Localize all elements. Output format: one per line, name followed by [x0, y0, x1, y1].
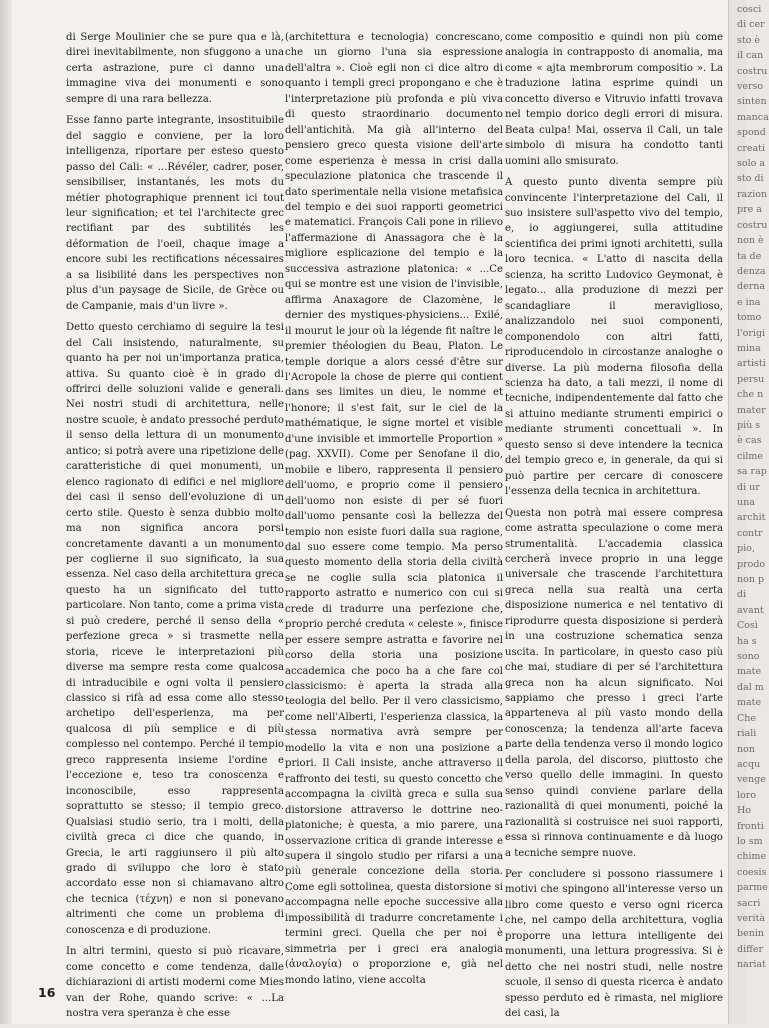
- edge-fragment: è cas: [737, 435, 762, 447]
- paragraph: come compositio e quindi non più come analogia in contrapposto di anomalia, ma come « ajta membrorum compositio ». La traduzione latina esprime quindi un concetto diverso e Vitruvio infatti trovava nel tempio dorico degli errori di misura. Beata culpa! Mai, osserva il Cali, un tale simbolo di misura ha condotto tanti uomini allo smisurato.: [505, 32, 723, 167]
- edge-fragment: sto di: [737, 173, 764, 185]
- edge-fragment: ha s: [737, 635, 757, 647]
- edge-fragment: costru: [737, 219, 768, 231]
- edge-fragment: verso: [737, 81, 764, 93]
- edge-fragment: più s: [737, 419, 761, 431]
- edge-fragment: coesis: [737, 866, 767, 878]
- text-column-2: [285, 30, 503, 994]
- edge-fragment: sa rap: [737, 466, 767, 478]
- text-column-3: [505, 30, 723, 1028]
- edge-fragment: mater: [737, 404, 766, 416]
- edge-fragment: ta de: [737, 250, 762, 262]
- edge-fragment: Così: [737, 620, 758, 632]
- edge-fragment: sto è: [737, 34, 761, 46]
- edge-fragment: fronti: [737, 820, 764, 832]
- edge-fragment: mate: [737, 666, 762, 678]
- edge-fragment: mina: [737, 342, 761, 354]
- edge-fragment: chime: [737, 851, 767, 863]
- paragraph: A questo punto diventa sempre più convincente l'interpretazione del Cali, il suo insistere sull'aspetto vivo del tempio, e, io aggiungerei, sulla attitudine scientifica dei primi ignoti architetti, sulla loro tecnica. « L'atto di nascita della scienza, ha scritto Ludovico Geymonat, è legato... alla produzione di mezzi per scandagliare il meraviglioso, analizzandolo nei suoi componenti, componendolo con altri fatti, riproducendolo in circostanze analoghe o diverse. La più moderna filosofia della scienza ha dato, a tali mezzi, il nome di tecniche, indipendentemente dal fatto che si attuino mediante strumenti empirici o mediante strumenti concettuali ». In questo senso si deve intendere la tecnica del tempio greco e, in generale, da qui si può partire per cercare di conoscere l'essenza della tecnica in architettura.: [505, 177, 723, 498]
- edge-fragment: mate: [737, 697, 762, 709]
- edge-fragment: denza: [737, 265, 766, 277]
- edge-fragment: venge: [737, 774, 766, 786]
- edge-fragment: sono: [737, 651, 760, 663]
- edge-fragment: nariat: [737, 959, 766, 971]
- edge-fragment: sinten: [737, 96, 767, 108]
- edge-fragment: non è: [737, 235, 764, 247]
- edge-fragment: prodo: [737, 558, 766, 570]
- next-page-edge: [728, 0, 769, 1024]
- text-column-1: [66, 30, 284, 1028]
- edge-fragment: riali: [737, 728, 757, 740]
- paragraph: In altri termini, questo si può ricavare, come concetto e come tendenza, dalle dichiarazioni di artisti moderni come Mies van der Rohe, quando scrive: « ...La nostra vera speranza è che esse: [66, 946, 284, 1020]
- edge-fragment: artisti: [737, 358, 766, 370]
- edge-fragment: dal m: [737, 681, 764, 693]
- edge-fragment: manca: [737, 111, 769, 123]
- edge-fragment: derna: [737, 281, 766, 293]
- edge-fragment: di: [737, 589, 747, 601]
- edge-fragment: loro: [737, 789, 757, 801]
- edge-fragment: verità: [737, 912, 766, 924]
- edge-fragment: l'origi: [737, 327, 766, 339]
- edge-fragment: spond: [737, 127, 766, 139]
- paragraph: di Serge Moulinier che se pure qua e là, direi inevitabilmente, non sfuggono a una certa astrazione, pure ci danno una immagine viva dei monumenti e sono sempre di una rara bellezza.: [66, 32, 284, 105]
- edge-fragment: di ur: [737, 481, 760, 493]
- paragraph: Questa non potrà mai essere compresa come astratta speculazione o come mera strumentalità. L'accademia classica cercherà invece proprio in una legge universale che trascende l'architettura greca nella sua realtà una certa disposizione numerica e nel tentativo di riprodurre questa disposizione si perderà in una costruzione schematica senza uscita. In particolare, in questo caso più che mai, studiare di per sé l'architettura greca non ha alcun significato. Noi sappiamo che presso i greci l'arte apparteneva al più vasto mondo della conoscenza; la tendenza all'arte faceva parte della tendenza verso il mondo logico della parola, del discorso, piuttosto che verso quello delle immagini. In questo senso quindi conviene parlare della razionalità di quei monumenti, poiché la razionalità si costruisce nei suoi rapporti, essa si rinnova continuamente e dà luogo a tecniche sempre nuove.: [505, 507, 723, 859]
- edge-fragment: sacri: [737, 897, 761, 909]
- paragraph: Per concludere si possono riassumere i motivi che spingono all'interesse verso un libro come questo e verso ogni ricerca che, nel campo della architettura, voglia proporre una lettura intelligente dei monumenti, una lettura progressiva. Si è detto che nei nostri studi, nelle nostre scuole, il senso di questa ricerca è andato spesso perduto ed è rimasta, nel migliore dei casi, la: [505, 869, 723, 1020]
- edge-fragment: una: [737, 497, 755, 508]
- edge-fragment: parme: [737, 882, 768, 894]
- edge-fragment: lo sm: [737, 835, 763, 847]
- edge-fragment: di cer: [737, 19, 765, 31]
- edge-fragment: tomo: [737, 312, 762, 324]
- edge-fragment: acqu: [737, 758, 761, 770]
- edge-fragment: Ho: [737, 805, 752, 817]
- edge-fragment: differ: [737, 943, 764, 955]
- edge-fragment: costru: [737, 65, 768, 77]
- page-number: 16: [38, 985, 56, 1000]
- edge-fragment: non p: [737, 574, 765, 586]
- edge-fragment: pre a: [737, 204, 762, 216]
- paragraph: (architettura e tecnologia) concrescano, che un giorno l'una sia espressione dell'altra ». Cioè egli non ci dice altro di quanto i templi greci propongano e che è l'interpretazione più profonda e più viva di questo straordinario documento dell'antichità. Ma già all'interno del pensiero greco questa visione dell'arte come esperienza è messa in crisi dalla speculazione platonica che trascende il dato sperimentale nella visione metafisica del tempio e dei suoi rapporti geometrici e matematici. François Cali pone in rilievo l'affermazione di Anassagora che è la migliore esplicazione del tempio e la successiva astrazione platonica: « ...Ce qui se montre est une vision de l'invisible, affirma Anaxagore de Clazomène, le dernier des mystiques-physiciens... Exilé, il mourut le jour où la légende fit naître le premier théologien du Beau, Platon. Le temple dorique a alors cessé d'être sur l'Acropole la chose de pierre qui contient dans ses limites un dieu, le nomme et l'honore; il s'est fait, sur le ciel de la mathématique, le signe mortel et visible d'une invisible et immortelle Proportion » (pag. XXVII). Come per Senofane il dio, mobile e libero, rappresenta il pensiero dell'uomo, e proprio come il pensiero dell'uomo non esiste di per sé fuori dall'uomo pensante così la bellezza del tempio non esiste fuori dalla sua ragione, dal suo essere come tempio. Ma perso questo momento della storia della civiltà se ne coglie sulla scia platonica il rapporto astratto e numerico con cui si crede di tradurre una perfezione che, proprio perché creduta « celeste », finisce per essere sempre astratta e favorire nel corso della storia una posizione accademica che poco ha a che fare col classicismo: è aperta la strada alla teologia del bello. Per il vero classicismo, come nell'Alberti, l'esperienza classica, la stessa normativa avrà sempre per modello la vita e non una posizione a priori. Il Cali insiste, anche attraverso il raffronto dei testi, su questo concetto che accompagna la civiltà greca e sulla sua distorsione attraverso le dottrine neo-platoniche; è questa, a mio parere, una osservazione critica di grande interesse e supera il singolo studio per rifarsi a una più generale concezione della storia. Come egli sottolinea, questa distorsione si accompagna nelle epoche successive alla impossibilità di tradurre concretamente i termini greci. Quella che per noi è simmetria per i greci era analogia (ἀναλογία) o proporzione e, già nel mondo latino, viene accolta: [285, 32, 503, 986]
- edge-fragment: il can: [737, 50, 764, 62]
- edge-fragment: benin: [737, 928, 764, 940]
- edge-fragment: Che: [737, 712, 757, 724]
- edge-fragment: creati: [737, 142, 766, 154]
- edge-fragment: non: [737, 743, 755, 755]
- edge-fragment: contr: [737, 527, 763, 539]
- edge-fragment: razion: [737, 188, 768, 200]
- edge-fragment: cilme: [737, 450, 764, 462]
- edge-fragment: persu: [737, 373, 765, 385]
- edge-fragment: pio,: [737, 543, 755, 555]
- paragraph: Esse fanno parte integrante, insostituibile del saggio e conviene, per la loro intelligenza, riportare per esteso questo passo del Cali: « ...Révéler, cadrer, poser, sensibiliser, instantanés, les mots du métier photographique prennent ici tout leur signification; et tel l'architecte grec rectifiant par des subtilités les déformation de l'oeil, chaque image a encore subi les rectifications nécessaires a sa lisibilité dans les perspectives non plus d'un paysage de Sicile, de Grèce ou de Campanie, mais d'un livre ».: [66, 115, 284, 312]
- edge-fragment: archit: [737, 512, 766, 524]
- paragraph: Detto questo cerchiamo di seguire la tesi del Cali insistendo, naturalmente, su quanto ha per noi un'importanza pratica, attiva. Su quanto cioè è in grado di offrirci delle soluzioni valide e generali. Nei nostri studi di architettura, nelle nostre scuole, è andato pressoché perduto il senso della lettura di un monumento antico; si potrà avere una ripetizione delle caratteristiche di quei monumenti, un elenco ragionato di edifici e nel migliore dei casi il senso dell'evoluzione di un certo stile. Questo è senza dubbio molto ma non significa ancora porsi concretamente davanti a un monumento per coglierne il suo significato, la sua essenza. Nel caso della architettura greca questo ha un significato del tutto particolare. Non tanto, come a prima vista si può credere, perché il senso della « perfezione greca » si trasmette nella storia, riceve le interpretazioni più diverse ma sempre resta come qualcosa di intraducibile e ogni volta il pensiero classico si rifà ad essa come allo stesso archetipo dell'esperienza, ma per qualcosa di più semplice e di più complesso nel contempo. Perché il tempio greco rappresenta insieme l'ordine e l'eccezione e, teso tra conoscenza e inconoscibile, esso rappresenta soprattutto se stesso; il tempio greco. Qualsiasi studio serio, tra i molti, della civiltà greca ci dice che quando, in Grecia, le arti raggiunsero il più alto grado di sviluppo che loro è stato accordato esse non si chiamavano altro che tecnica (τέχνη) e non si ponevano altrimenti che come un problema di conoscenza e di produzione.: [66, 322, 284, 936]
- edge-fragment: avant: [737, 604, 764, 616]
- edge-fragment: solo a: [737, 158, 766, 170]
- edge-fragment: cosci: [737, 4, 762, 15]
- edge-fragment: e ina: [737, 296, 761, 308]
- edge-fragment: che n: [737, 389, 764, 401]
